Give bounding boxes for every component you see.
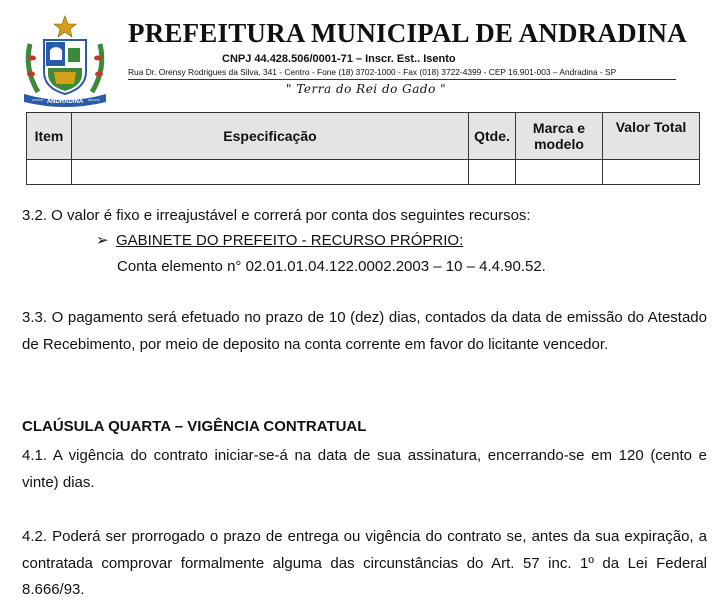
header-divider: [128, 79, 676, 80]
col-especificacao: Especificação: [72, 113, 469, 160]
bullet-item: [96, 231, 463, 249]
coat-of-arms-logo: [20, 14, 110, 110]
account-element: Conta elemento n° 02.01.01.04.122.0002.2003 – 10 – 4.4.90.52.: [117, 258, 546, 275]
table-header-row: [27, 113, 700, 160]
crest-date-right: 30/12/38: [88, 98, 100, 102]
paragraph-4-2: 4.2. Poderá ser prorrogado o prazo de entrega ou vigência do contrato se, antes da sua expiração, a contratada comprovar formalmente alguma das circunstâncias do Art. 57 inc. 1º da Lei Federal 8.666/93.: [22, 528, 707, 598]
cnpj-line: CNPJ 44.428.506/0001-71 – Inscr. Est.. Isento: [222, 53, 456, 65]
items-table: [26, 112, 700, 185]
table-cell: [469, 160, 516, 185]
paragraph-3-3: 3.3. O pagamento será efetuado no prazo de 10 (dez) dias, contados da data de emissão do Atestado de Recebimento, por meio de deposito na conta corrente em favor do licitante vencedor.: [22, 309, 707, 353]
col-item: Item: [27, 113, 72, 160]
table-cell: [27, 160, 72, 185]
table-row: [27, 160, 700, 185]
address-line: Rua Dr. Orensy Rodrigues da Silva, 341 - Centro - Fone (18) 3702-1000 - Fax (018) 3722-4399 - CEP 16.901-003 – Andradina - SP: [128, 67, 617, 77]
slogan: " Terra do Rei do Gado ": [286, 82, 447, 96]
paragraph-3-2: 3.2. O valor é fixo e irreajustável e correrá por conta dos seguintes recursos:: [22, 207, 531, 224]
paragraph-4-1: 4.1. A vigência do contrato iniciar-se-á na data de sua assinatura, encerrando-se em 120 (cento e vinte) dias.: [22, 447, 707, 491]
table-cell: [516, 160, 603, 185]
municipality-title: PREFEITURA MUNICIPAL DE ANDRADINA: [128, 18, 687, 48]
clause-heading: CLAÚSULA QUARTA – VIGÊNCIA CONTRATUAL: [22, 418, 367, 435]
arrow-bullet-icon: ➢: [96, 232, 109, 249]
col-qtde: Qtde.: [469, 113, 516, 160]
table-cell: [72, 160, 469, 185]
crest-banner-text: ANDRADINA: [46, 99, 84, 105]
col-marca-modelo: Marca e modelo: [516, 113, 603, 160]
col-valor-total: Valor Total: [603, 113, 700, 160]
bullet-text: GABINETE DO PREFEITO - RECURSO PRÓPRIO:: [116, 232, 464, 249]
table-cell: [603, 160, 700, 185]
crest-date-left: 11/12/37: [32, 98, 44, 102]
